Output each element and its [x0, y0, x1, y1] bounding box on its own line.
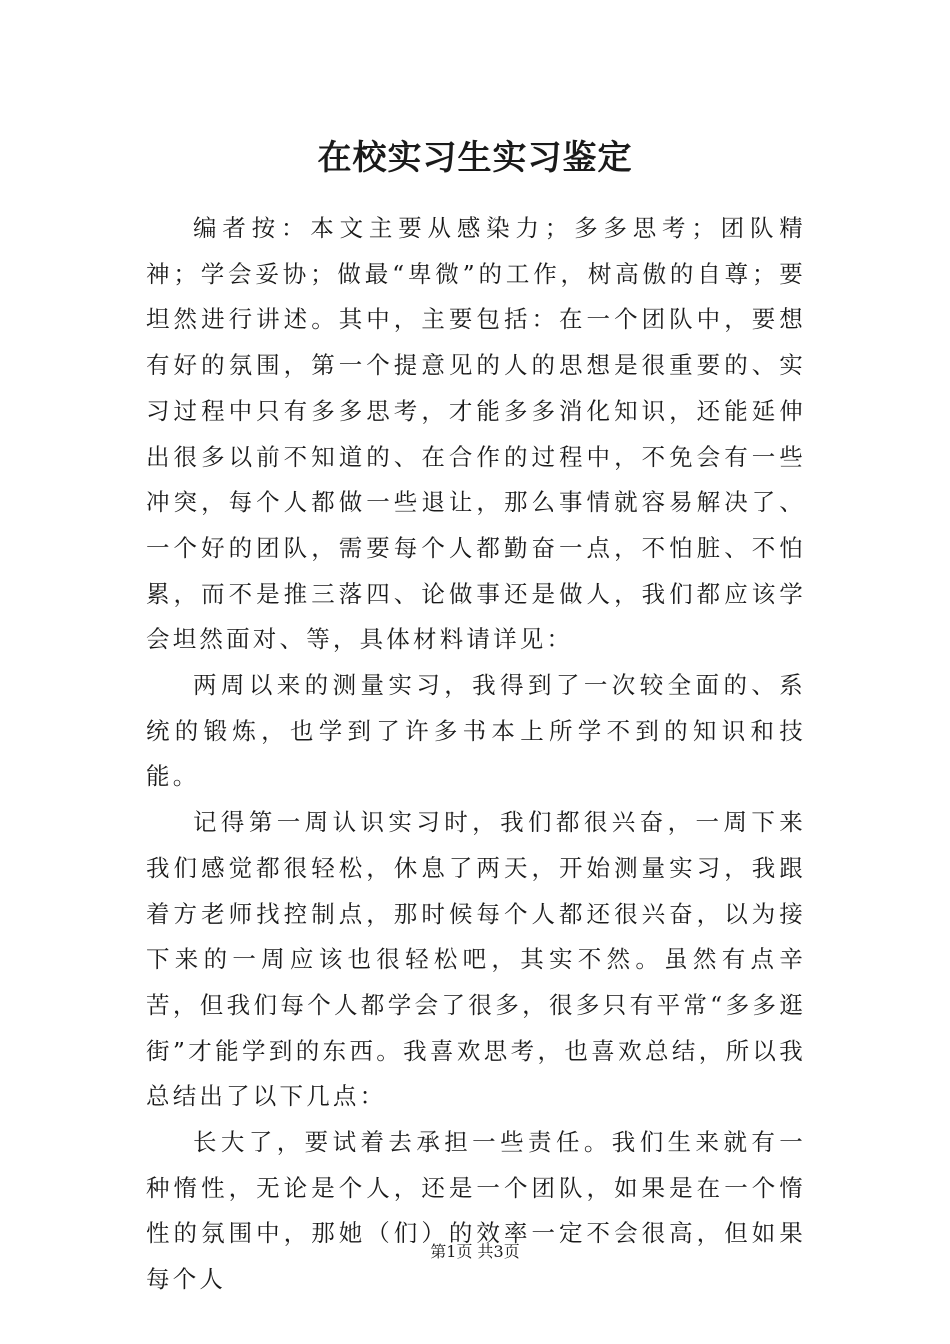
paragraph-survey-practice: 两周以来的测量实习，我得到了一次较全面的、系统的锻炼，也学到了许多书本上所学不到的知识和技能。	[146, 671, 806, 791]
document-title: 在校实习生实习鉴定	[317, 138, 633, 178]
paragraph-first-week: 记得第一周认识实习时，我们都很兴奋，一周下来我们感觉都很轻松，休息了两天，开始测量实习，我跟着方老师找控制点，那时候每个人都还很兴奋，以为接下来的一周应该也很轻松吧，其实不然。虽然有点辛苦，但我们每个人都学会了很多，很多只有平常“多多逛街”才能学到的东西。我喜欢思考，也喜欢总结，所以我总结出了以下几点：	[146, 808, 806, 1111]
paragraph-editor-note: 编者按：本文主要从感染力；多多思考；团队精神；学会妥协；做最“卑微”的工作，树高傲的自尊；要坦然进行讲述。其中，主要包括：在一个团队中，要想有好的氛围，第一个提意见的人的思想是很重要的、实习过程中只有多多思考，才能多多消化知识，还能延伸出很多以前不知道的、在合作的过程中，不免会有一些冲突，每个人都做一些退让，那么事情就容易解决了、一个好的团队，需要每个人都勤奋一点，不怕脏、不怕累，而不是推三落四、论做事还是做人，我们都应该学会坦然面对、等，具体材料请详见：	[146, 214, 806, 654]
paragraph-responsibility: 长大了，要试着去承担一些责任。我们生来就有一种惰性，无论是个人，还是一个团队，如果是在一个惰性的氛围中，那她（们）的效率一定不会很高，但如果每个人	[146, 1128, 806, 1294]
page-number-footer: 第1页 共3页	[430, 1242, 520, 1261]
document-body	[146, 206, 806, 1303]
